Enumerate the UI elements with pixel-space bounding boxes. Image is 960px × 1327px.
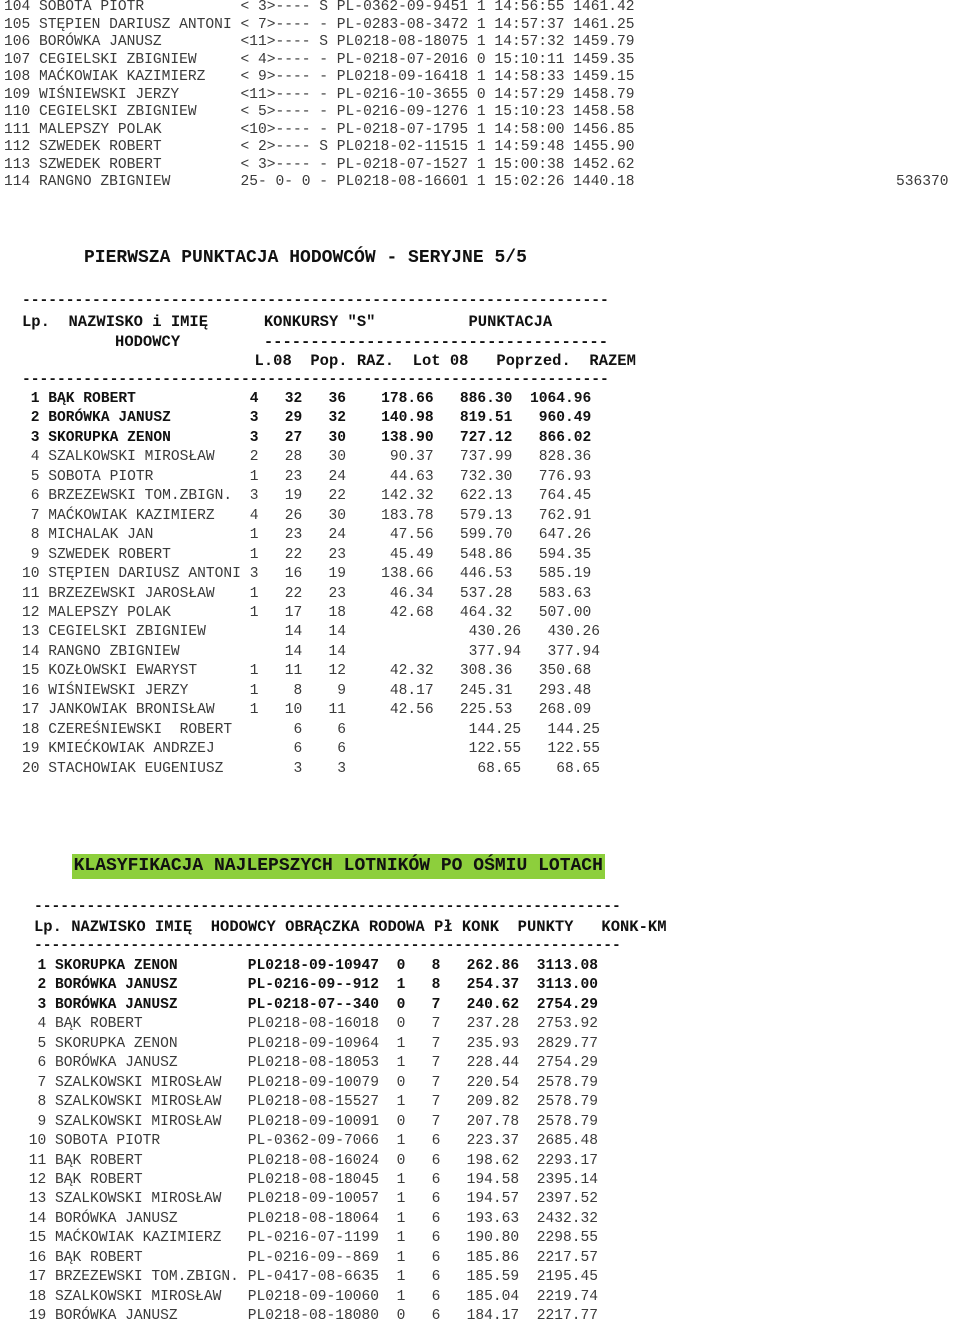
table-row: 8 MICHALAK JAN 1 23 24 47.56 599.70 647.26 (22, 527, 592, 544)
section1-title: PIERWSZA PUNKTACJA HODOWCÓW - SERYJNE 5/5 (84, 248, 527, 268)
table-row: 14 BORÓWKA JANUSZ PL0218-08-18064 1 6 193.63 2432.32 (20, 1210, 599, 1227)
section1-rule-top: ------------------------------------------------------------------- (22, 293, 609, 309)
table-row: 12 MALEPSZY POLAK 1 17 18 42.68 464.32 507.00 (22, 604, 592, 621)
table-row: 110 CEGIELSKI ZBIGNIEW < 5>---- - PL-0216-09-1276 1 15:10:23 1458.58 (4, 104, 635, 120)
table-row: 6 BRZEZEWSKI TOM.ZBIGN. 3 19 22 142.32 622.13 764.45 (22, 488, 592, 505)
table-row: 4 BĄK ROBERT PL0218-08-16018 0 7 237.28 2753.92 (20, 1016, 599, 1033)
table-row: 19 BORÓWKA JANUSZ PL0218-08-18080 0 6 184.17 2217.77 (20, 1308, 599, 1325)
section2-title (50, 836, 605, 876)
table-row: 1 BĄK ROBERT 4 32 36 178.66 886.30 1064.96 (22, 391, 592, 407)
table-row: 7 SZALKOWSKI MIROSŁAW PL0218-09-10079 0 7 220.54 2578.79 (20, 1074, 599, 1091)
table-row: 19 KMIEĆKOWIAK ANDRZEJ 6 6 122.55 122.55 (22, 741, 601, 758)
table-row: 9 SZWEDEK ROBERT 1 22 23 45.49 548.86 594.35 (22, 546, 592, 563)
table-row: 111 MALEPSZY POLAK <10>---- - PL-0218-07-1795 1 14:58:00 1456.85 (4, 121, 635, 138)
table-row: 15 MAĆKOWIAK KAZIMIERZ PL-0216-07-1199 1 6 190.80 2298.55 (20, 1230, 599, 1247)
table-row: 109 WIŚNIEWSKI JERZY <11>---- - PL-0216-10-3655 0 14:57:29 1458.79 (4, 86, 635, 103)
section1-header-1: Lp. NAZWISKO i IMIĘ KONKURSY "S" PUNKTACJA (22, 313, 553, 331)
table-row: 104 SOBOTA PIOTR < 3>---- S PL-0362-09-9451 1 14:56:55 1461.42 (4, 0, 635, 15)
table-row: 18 SZALKOWSKI MIROSŁAW PL0218-09-10060 1 6 185.04 2219.74 (20, 1288, 599, 1305)
table-row: 5 SOBOTA PIOTR 1 23 24 44.63 732.30 776.93 (22, 468, 592, 485)
table-row: 20 STACHOWIAK EUGENIUSZ 3 3 68.65 68.65 (22, 760, 601, 777)
table-row: 108 MAĆKOWIAK KAZIMIERZ < 9>---- - PL0218-09-16418 1 14:58:33 1459.15 (4, 69, 635, 85)
table-row: 2 BORÓWKA JANUSZ 3 29 32 140.98 819.51 960.49 (22, 410, 592, 427)
table-row: 10 SOBOTA PIOTR PL-0362-09-7066 1 6 223.37 2685.48 (20, 1133, 599, 1150)
table-row: 13 CEGIELSKI ZBIGNIEW 14 14 430.26 430.26 (22, 624, 601, 641)
table-row: 14 RANGNO ZBIGNIEW 14 14 377.94 377.94 (22, 643, 601, 660)
table-row: 17 BRZEZEWSKI TOM.ZBIGN. PL-0417-08-6635 1 6 185.59 2195.45 (20, 1269, 599, 1286)
table-row: 4 SZALKOWSKI MIROSŁAW 2 28 30 90.37 737.99 828.36 (22, 449, 592, 466)
table-row: 15 KOZŁOWSKI EWARYST 1 11 12 42.32 308.36 350.68 (22, 663, 592, 680)
table-row: 11 BĄK ROBERT PL0218-08-16024 0 6 198.62 2293.17 (20, 1152, 599, 1169)
table-row: 16 BĄK ROBERT PL-0216-09--869 1 6 185.86 2217.57 (20, 1249, 599, 1266)
table-row: 2 BORÓWKA JANUSZ PL-0216-09--912 1 8 254.37 3113.00 (20, 977, 599, 994)
table-row: 1 SKORUPKA ZENON PL0218-09-10947 0 8 262.86 3113.08 (20, 958, 599, 974)
table-row: 11 BRZEZEWSKI JAROSŁAW 1 22 23 46.34 537.28 583.63 (22, 585, 592, 602)
section2-rule-bottom: ------------------------------------------------------------------- (34, 938, 621, 954)
table-row: 17 JANKOWIAK BRONISŁAW 1 10 11 42.56 225.53 268.09 (22, 702, 592, 719)
table-row: 13 SZALKOWSKI MIROSŁAW PL0218-09-10057 1 6 194.57 2397.52 (20, 1191, 599, 1208)
table-row: 107 CEGIELSKI ZBIGNIEW < 4>---- - PL-0218-07-2016 0 15:10:11 1459.35 (4, 51, 635, 68)
table-row: 7 MAĆKOWIAK KAZIMIERZ 4 26 30 183.78 579.13 762.91 (22, 507, 592, 524)
table-row: 5 SKORUPKA ZENON PL0218-09-10964 1 7 235.93 2829.77 (20, 1035, 599, 1052)
section2-header: Lp. NAZWISKO IMIĘ HODOWCY OBRĄCZKA RODOWA Pł KONK PUNKTY KONK-KM (34, 918, 667, 936)
section1-header-3: L.08 Pop. RAZ. Lot 08 Poprzed. RAZEM (22, 352, 636, 370)
section1-rule-bottom: ------------------------------------------------------------------- (22, 372, 609, 388)
table-row: 12 BĄK ROBERT PL0218-08-18045 1 6 194.58 2395.14 (20, 1171, 599, 1188)
table-row: 113 SZWEDEK ROBERT < 3>---- - PL-0218-07-1527 1 15:00:38 1452.62 (4, 156, 635, 173)
table-row: 18 CZEREŚNIEWSKI ROBERT 6 6 144.25 144.25 (22, 721, 601, 738)
top-trailing-number: 536370 (896, 174, 949, 190)
table-row: 9 SZALKOWSKI MIROSŁAW PL0218-09-10091 0 7 207.78 2578.79 (20, 1113, 599, 1130)
section2-rule-top: ------------------------------------------------------------------- (34, 899, 621, 915)
table-row: 6 BORÓWKA JANUSZ PL0218-08-18053 1 7 228.44 2754.29 (20, 1055, 599, 1072)
section1-header-2: HODOWCY ------------------------------------- (22, 333, 608, 351)
table-row: 3 SKORUPKA ZENON 3 27 30 138.90 727.12 866.02 (22, 429, 592, 446)
table-row: 8 SZALKOWSKI MIROSŁAW PL0218-08-15527 1 7 209.82 2578.79 (20, 1094, 599, 1111)
table-row: 105 STĘPIEN DARIUSZ ANTONI < 7>---- - PL-0283-08-3472 1 14:57:37 1461.25 (4, 16, 635, 33)
section2-title-highlight: KLASYFIKACJA NAJLEPSZYCH LOTNIKÓW PO OŚMIU LOTACH (72, 854, 605, 879)
table-row: 106 BORÓWKA JANUSZ <11>---- S PL0218-08-18075 1 14:57:32 1459.79 (4, 34, 635, 50)
table-row: 112 SZWEDEK ROBERT < 2>---- S PL0218-02-11515 1 14:59:48 1455.90 (4, 139, 635, 155)
table-row: 16 WIŚNIEWSKI JERZY 1 8 9 48.17 245.31 293.48 (22, 682, 592, 699)
table-row: 114 RANGNO ZBIGNIEW 25- 0- 0 - PL0218-08-16601 1 15:02:26 1440.18 (4, 174, 635, 190)
table-row: 10 STĘPIEN DARIUSZ ANTONI 3 16 19 138.66 446.53 585.19 (22, 566, 592, 583)
table-row: 3 BORÓWKA JANUSZ PL-0218-07--340 0 7 240.62 2754.29 (20, 996, 599, 1013)
